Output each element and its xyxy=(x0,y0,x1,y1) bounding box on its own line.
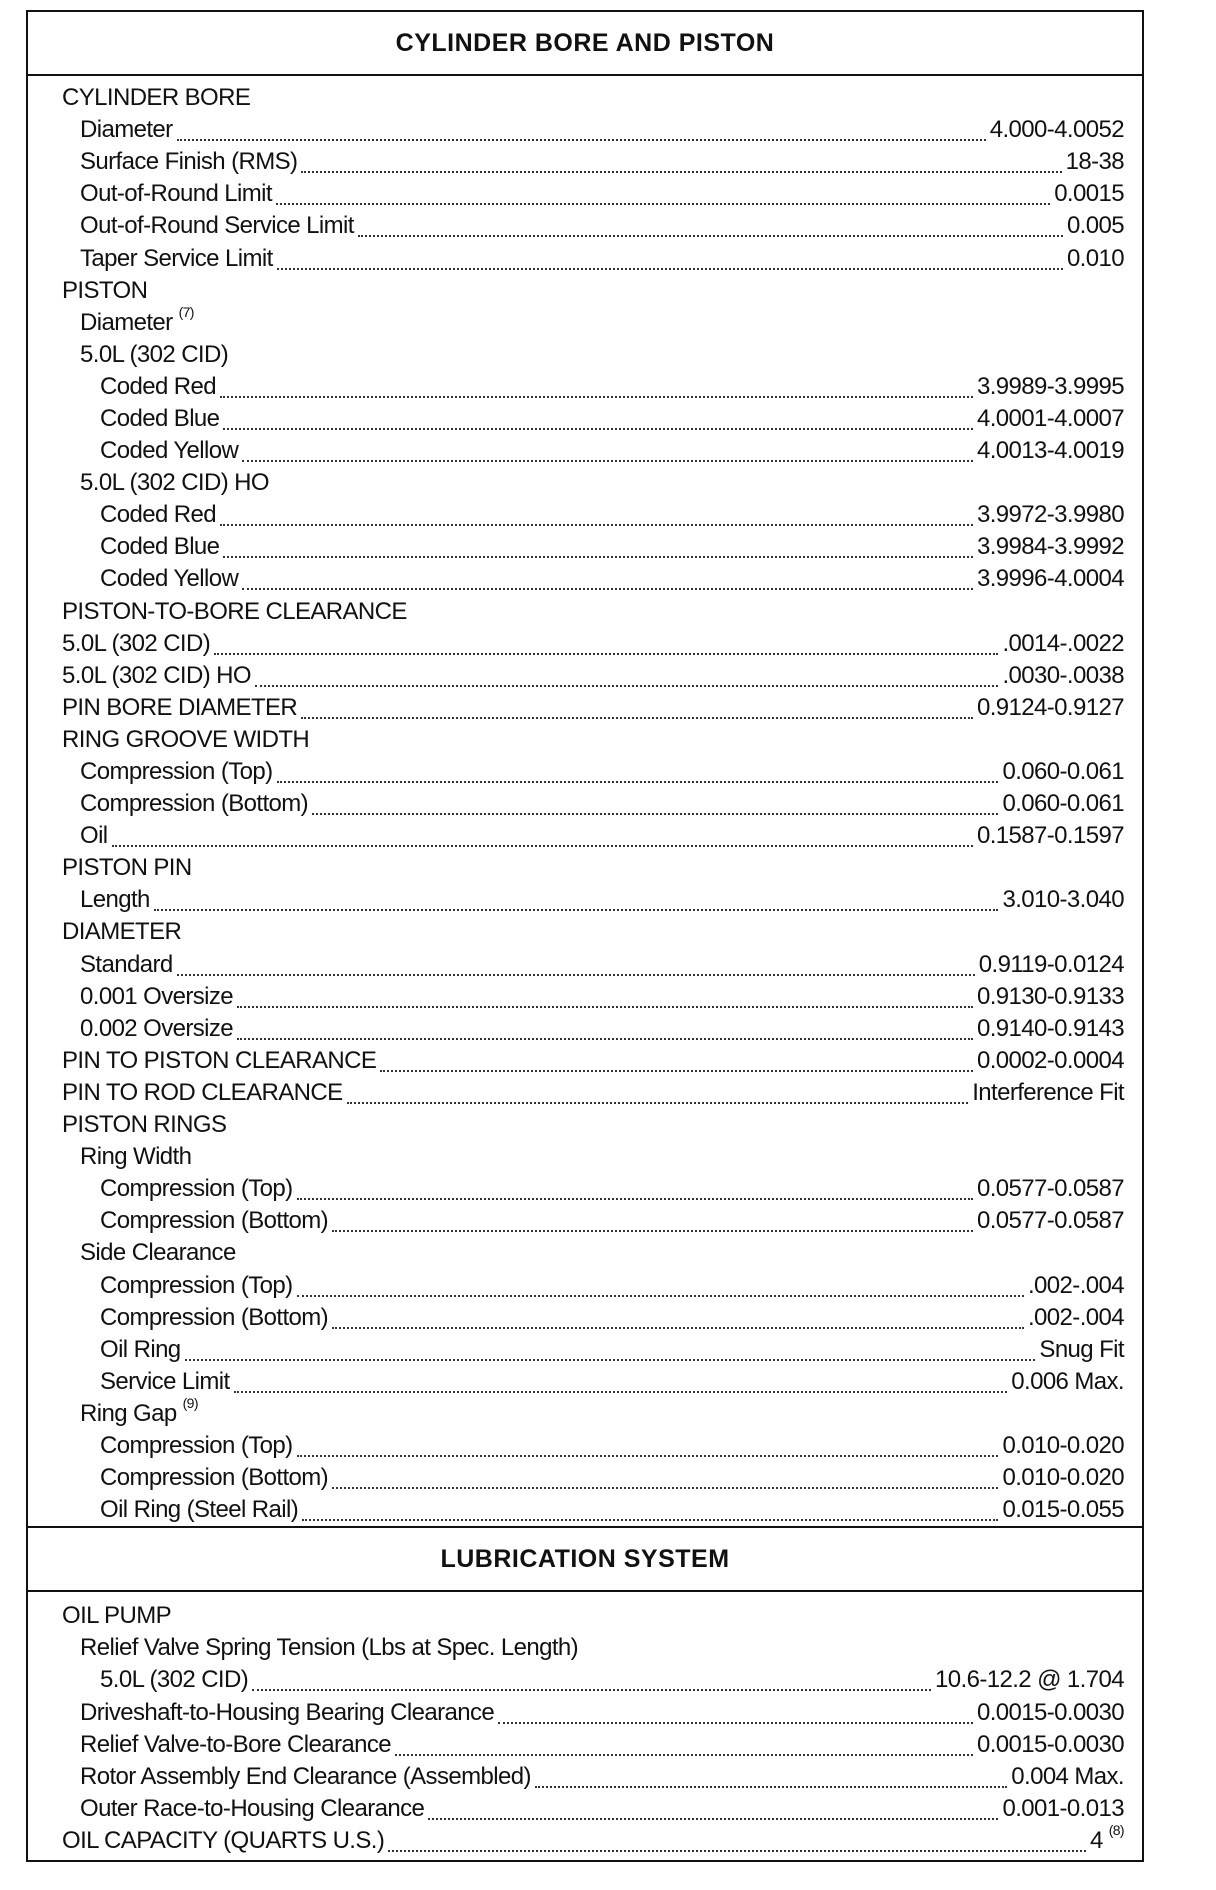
dot-leader xyxy=(380,1060,973,1072)
dot-leader xyxy=(242,450,973,462)
spec-value-text: 0.9140-0.9143 xyxy=(976,1014,1124,1042)
spec-label xyxy=(100,1304,328,1332)
spec-label xyxy=(100,1207,328,1235)
spec-label xyxy=(62,662,251,690)
dot-leader xyxy=(255,675,999,687)
dot-leader xyxy=(234,1381,1008,1393)
spec-value-text: 0.010-0.020 xyxy=(1002,1464,1124,1492)
spec-label xyxy=(80,822,108,850)
spec-value xyxy=(977,373,1124,401)
spec-row xyxy=(62,628,1124,660)
spec-label-text: OIL PUMP xyxy=(62,1602,172,1630)
spec-label xyxy=(100,1175,293,1203)
spec-value xyxy=(1028,1304,1124,1332)
spec-row xyxy=(62,1173,1124,1205)
spec-row xyxy=(62,660,1124,692)
spec-value-text: 0.015-0.055 xyxy=(1002,1496,1124,1524)
spec-label-text: PISTON PIN xyxy=(62,854,192,882)
dot-leader xyxy=(237,996,973,1008)
spec-value-text: 0.006 Max. xyxy=(1011,1367,1124,1395)
spec-label xyxy=(80,1015,233,1043)
dot-leader xyxy=(252,1679,931,1691)
spec-value-text: 0.010 xyxy=(1066,244,1124,272)
dot-leader xyxy=(112,835,973,847)
spec-row xyxy=(62,916,1124,948)
dot-leader xyxy=(297,1445,999,1457)
spec-value-text: 0.001-0.013 xyxy=(1002,1794,1124,1822)
spec-label xyxy=(100,533,219,561)
spec-label-text: 5.0L (302 CID) xyxy=(62,629,211,657)
spec-label xyxy=(62,1047,376,1075)
spec-row xyxy=(62,499,1124,531)
spec-label-text: Standard xyxy=(80,950,173,978)
dot-leader xyxy=(297,1285,1024,1297)
dot-leader xyxy=(220,514,973,526)
spec-row xyxy=(62,1761,1124,1793)
spec-value xyxy=(979,951,1124,979)
spec-row xyxy=(62,692,1124,724)
spec-label xyxy=(80,1239,236,1267)
spec-label-text: 5.0L (302 CID) HO xyxy=(80,469,269,497)
spec-label-text: PIN TO ROD CLEARANCE xyxy=(62,1078,343,1106)
spec-label xyxy=(80,303,194,337)
spec-value-text: 0.0002-0.0004 xyxy=(976,1046,1124,1074)
spec-label-text: PIN TO PISTON CLEARANCE xyxy=(62,1046,377,1074)
spec-label-text: Compression (Top) xyxy=(100,1175,293,1203)
spec-label-text: Coded Red xyxy=(100,501,217,529)
spec-value-text: 3.010-3.040 xyxy=(1002,886,1124,914)
spec-value xyxy=(1002,1795,1124,1823)
spec-label xyxy=(62,1602,171,1630)
spec-label-text: DIAMETER xyxy=(62,918,182,946)
spec-label xyxy=(100,1432,293,1460)
spec-label xyxy=(80,469,269,497)
spec-label-text: Compression (Bottom) xyxy=(100,1207,329,1235)
footnote-marker: (9) xyxy=(182,1394,198,1411)
spec-label-text: Side Clearance xyxy=(80,1239,236,1267)
spec-label xyxy=(62,1827,384,1855)
dot-leader xyxy=(312,803,998,815)
spec-value-text: 0.0015-0.0030 xyxy=(976,1730,1124,1758)
spec-label xyxy=(80,886,150,914)
spec-value-text: 3.9996-4.0004 xyxy=(976,565,1124,593)
spec-value xyxy=(977,437,1124,465)
spec-label xyxy=(80,341,228,369)
spec-label xyxy=(80,1699,494,1727)
spec-row xyxy=(62,1141,1124,1173)
spec-value xyxy=(990,116,1124,144)
spec-value xyxy=(935,1666,1124,1694)
spec-label-text: 5.0L (302 CID) xyxy=(80,340,229,368)
spec-label-text: Compression (Top) xyxy=(100,1271,293,1299)
dot-leader xyxy=(277,258,1063,270)
spec-label-text: PISTON-TO-BORE CLEARANCE xyxy=(62,597,407,625)
spec-row xyxy=(62,1302,1124,1334)
spec-label xyxy=(62,1111,226,1139)
spec-value xyxy=(1002,790,1124,818)
dot-leader xyxy=(185,1349,1036,1361)
section-header-lubrication-system: LUBRICATION SYSTEM xyxy=(28,1526,1142,1592)
spec-value xyxy=(977,822,1124,850)
spec-label-text: PISTON RINGS xyxy=(62,1111,227,1139)
spec-label xyxy=(80,1795,424,1823)
spec-label xyxy=(80,1763,531,1791)
spec-label-text: PISTON xyxy=(62,276,148,304)
spec-row xyxy=(62,1697,1124,1729)
spec-value xyxy=(1066,148,1124,176)
spec-row xyxy=(62,435,1124,467)
spec-value-text: 4.0001-4.0007 xyxy=(976,404,1124,432)
spec-label xyxy=(80,790,308,818)
spec-label xyxy=(62,918,181,946)
spec-label-text: Outer Race-to-Housing Clearance xyxy=(80,1794,425,1822)
spec-label xyxy=(100,1272,293,1300)
spec-row xyxy=(62,1394,1124,1430)
spec-row xyxy=(62,1793,1124,1825)
spec-label-text: Coded Blue xyxy=(100,404,220,432)
spec-value-text: .0014-.0022 xyxy=(1002,629,1124,657)
spec-value-text: 0.005 xyxy=(1066,212,1124,240)
spec-row xyxy=(62,467,1124,499)
spec-value xyxy=(977,1015,1124,1043)
spec-label xyxy=(62,84,250,112)
spec-row xyxy=(62,210,1124,242)
spec-label xyxy=(62,598,407,626)
spec-label xyxy=(62,694,297,722)
spec-value-text: 3.9972-3.9980 xyxy=(976,501,1124,529)
dot-leader xyxy=(177,129,986,141)
spec-label-text: Taper Service Limit xyxy=(80,244,273,272)
spec-row xyxy=(62,1269,1124,1301)
dot-leader xyxy=(220,386,973,398)
spec-value xyxy=(977,1207,1124,1235)
spec-label-text: Length xyxy=(80,886,150,914)
spec-label xyxy=(100,1464,328,1492)
spec-row xyxy=(62,178,1124,210)
spec-label-text: RING GROOVE WIDTH xyxy=(62,725,310,753)
spec-value xyxy=(1002,886,1124,914)
spec-value xyxy=(1002,662,1124,690)
spec-row xyxy=(62,1237,1124,1269)
spec-label-text: Relief Valve Spring Tension (Lbs at Spec. Length) xyxy=(80,1634,579,1662)
spec-label-text: Out-of-Round Limit xyxy=(80,180,272,208)
spec-value xyxy=(977,1047,1124,1075)
spec-value xyxy=(1067,245,1124,273)
spec-label xyxy=(80,116,173,144)
dot-leader xyxy=(347,1092,969,1104)
spec-value xyxy=(1028,1272,1124,1300)
spec-value-text: 0.060-0.061 xyxy=(1002,790,1124,818)
spec-label-text: PIN BORE DIAMETER xyxy=(62,693,298,721)
spec-label xyxy=(62,726,309,754)
spec-row xyxy=(62,1462,1124,1494)
spec-value-text: 18-38 xyxy=(1065,148,1124,176)
spec-value xyxy=(977,501,1124,529)
spec-row xyxy=(62,242,1124,274)
spec-value xyxy=(977,565,1124,593)
spec-row xyxy=(62,884,1124,916)
spec-row xyxy=(62,1205,1124,1237)
dot-leader xyxy=(154,899,999,911)
spec-value xyxy=(1002,1496,1124,1524)
spec-label xyxy=(100,1336,181,1364)
spec-value xyxy=(972,1079,1124,1107)
spec-row xyxy=(62,1664,1124,1696)
spec-value xyxy=(977,533,1124,561)
dot-leader xyxy=(223,418,973,430)
spec-label xyxy=(100,437,238,465)
spec-label xyxy=(80,212,354,240)
spec-row xyxy=(62,1600,1124,1632)
spec-label-text: 0.001 Oversize xyxy=(80,982,234,1010)
spec-label-text: Coded Yellow xyxy=(100,565,239,593)
spec-label xyxy=(100,565,238,593)
spec-row xyxy=(62,1430,1124,1462)
spec-row xyxy=(62,114,1124,146)
spec-label xyxy=(100,1368,230,1396)
spec-value-text: 0.9130-0.9133 xyxy=(976,982,1124,1010)
dot-leader xyxy=(242,578,973,590)
dot-leader xyxy=(177,964,975,976)
spec-row xyxy=(62,820,1124,852)
footnote-marker: (7) xyxy=(178,303,194,320)
spec-row xyxy=(62,82,1124,114)
spec-label xyxy=(62,630,210,658)
spec-value xyxy=(1002,1464,1124,1492)
spec-row xyxy=(62,1632,1124,1664)
spec-label xyxy=(100,405,219,433)
spec-row xyxy=(62,981,1124,1013)
spec-label xyxy=(62,1079,343,1107)
dot-leader xyxy=(535,1776,1007,1788)
spec-value xyxy=(1002,758,1124,786)
spec-label-text: Coded Blue xyxy=(100,533,220,561)
spec-label xyxy=(100,1496,298,1524)
spec-value xyxy=(1039,1336,1124,1364)
spec-label-text: Oil Ring (Steel Rail) xyxy=(100,1496,299,1524)
spec-value xyxy=(1089,1821,1124,1855)
dot-leader xyxy=(277,771,999,783)
spec-label-text: Coded Yellow xyxy=(100,437,239,465)
spec-row xyxy=(62,1494,1124,1526)
spec-label-text: Driveshaft-to-Housing Bearing Clearance xyxy=(80,1698,495,1726)
spec-row xyxy=(62,1366,1124,1398)
spec-label-text: Oil xyxy=(80,822,108,850)
dot-leader xyxy=(302,1509,998,1521)
spec-value-text: 0.060-0.061 xyxy=(1002,758,1124,786)
spec-label xyxy=(100,373,216,401)
spec-value xyxy=(977,1699,1124,1727)
spec-value-text: 4 xyxy=(1089,1826,1103,1854)
spec-label xyxy=(100,1666,248,1694)
dot-leader xyxy=(301,161,1061,173)
dot-leader xyxy=(388,1840,1086,1852)
spec-value-text: 0.0577-0.0587 xyxy=(976,1207,1124,1235)
dot-leader xyxy=(214,643,998,655)
spec-label-text: Compression (Bottom) xyxy=(100,1464,329,1492)
spec-label-text: 5.0L (302 CID) HO xyxy=(62,661,251,689)
spec-row xyxy=(62,339,1124,371)
spec-value xyxy=(977,1175,1124,1203)
dot-leader xyxy=(332,1317,1024,1329)
spec-value xyxy=(1002,630,1124,658)
spec-value-text: 0.9124-0.9127 xyxy=(976,693,1124,721)
spec-row xyxy=(62,756,1124,788)
spec-row xyxy=(62,724,1124,756)
section-header-cylinder-bore-piston: CYLINDER BORE AND PISTON xyxy=(28,12,1142,76)
spec-row xyxy=(62,1109,1124,1141)
spec-value-text: 0.1587-0.1597 xyxy=(976,822,1124,850)
spec-value-text: 3.9984-3.9992 xyxy=(976,533,1124,561)
spec-label xyxy=(62,854,192,882)
spec-value-text: 0.0577-0.0587 xyxy=(976,1175,1124,1203)
spec-label xyxy=(100,501,216,529)
dot-leader xyxy=(428,1808,998,1820)
spec-label xyxy=(80,758,273,786)
spec-value-text: 0.004 Max. xyxy=(1011,1762,1124,1790)
spec-value-text: 4.000-4.0052 xyxy=(989,116,1124,144)
spec-label xyxy=(80,1634,578,1662)
spec-value xyxy=(1067,212,1124,240)
spec-label-text: Compression (Top) xyxy=(80,758,273,786)
spec-row xyxy=(62,1045,1124,1077)
spec-value-text: .002-.004 xyxy=(1027,1303,1124,1331)
spec-row xyxy=(62,531,1124,563)
spec-label-text: Ring Gap xyxy=(80,1399,177,1427)
spec-label-text: Rotor Assembly End Clearance (Assembled) xyxy=(80,1762,531,1790)
spec-row xyxy=(62,303,1124,339)
spec-value xyxy=(977,694,1124,722)
spec-row xyxy=(62,403,1124,435)
spec-label-text: Out-of-Round Service Limit xyxy=(80,212,354,240)
spec-label-text: Surface Finish (RMS) xyxy=(80,148,298,176)
spec-value xyxy=(977,1731,1124,1759)
spec-value-text: 4.0013-4.0019 xyxy=(976,437,1124,465)
dot-leader xyxy=(332,1477,998,1489)
spec-label-text: Coded Red xyxy=(100,372,217,400)
spec-label xyxy=(80,245,273,273)
spec-value-text: Snug Fit xyxy=(1039,1335,1124,1363)
dot-leader xyxy=(223,546,973,558)
spec-label-text: Compression (Bottom) xyxy=(80,790,309,818)
spec-label xyxy=(80,148,297,176)
spec-row xyxy=(62,1334,1124,1366)
spec-label-text: Oil Ring xyxy=(100,1335,181,1363)
spec-value xyxy=(1054,180,1124,208)
spec-label xyxy=(62,277,147,305)
spec-row xyxy=(62,275,1124,307)
footnote-marker: (8) xyxy=(1108,1821,1124,1838)
spec-value-text: 0.0015-0.0030 xyxy=(976,1698,1124,1726)
spec-value-text: 3.9989-3.9995 xyxy=(976,372,1124,400)
dot-leader xyxy=(498,1712,973,1724)
spec-table xyxy=(26,10,1144,1862)
spec-value xyxy=(977,983,1124,1011)
spec-label xyxy=(80,983,233,1011)
spec-value xyxy=(977,405,1124,433)
spec-label-text: Diameter xyxy=(80,116,173,144)
spec-row xyxy=(62,1729,1124,1761)
spec-label xyxy=(80,1143,191,1171)
spec-row xyxy=(62,1013,1124,1045)
spec-value xyxy=(1002,1432,1124,1460)
spec-label-text: Ring Width xyxy=(80,1143,192,1171)
spec-row xyxy=(62,949,1124,981)
spec-label-text: Relief Valve-to-Bore Clearance xyxy=(80,1730,392,1758)
spec-label-text: Compression (Bottom) xyxy=(100,1303,329,1331)
spec-row xyxy=(62,852,1124,884)
spec-label-text: 0.002 Oversize xyxy=(80,1014,234,1042)
spec-row xyxy=(62,1821,1124,1857)
spec-row xyxy=(62,563,1124,595)
spec-value-text: 0.9119-0.0124 xyxy=(978,950,1124,978)
spec-row xyxy=(62,596,1124,628)
spec-value xyxy=(1011,1763,1124,1791)
spec-row xyxy=(62,146,1124,178)
spec-row xyxy=(62,788,1124,820)
spec-label-text: CYLINDER BORE xyxy=(62,84,251,112)
spec-label-text: Service Limit xyxy=(100,1367,230,1395)
spec-label xyxy=(80,1394,198,1428)
spec-value-text: .002-.004 xyxy=(1027,1271,1124,1299)
spec-label-text: Diameter xyxy=(80,308,173,336)
spec-label xyxy=(80,1731,391,1759)
spec-value-text: .0030-.0038 xyxy=(1002,661,1124,689)
spec-value-text: 10.6-12.2 @ 1.704 xyxy=(935,1666,1124,1694)
dot-leader xyxy=(395,1744,973,1756)
spec-label xyxy=(80,180,272,208)
spec-row xyxy=(62,1077,1124,1109)
dot-leader xyxy=(276,193,1050,205)
spec-label-text: 5.0L (302 CID) xyxy=(100,1666,249,1694)
dot-leader xyxy=(358,225,1063,237)
spec-label xyxy=(80,951,173,979)
section-body-lubrication-system xyxy=(28,1592,1142,1857)
dot-leader xyxy=(297,1188,973,1200)
spec-value-text: 0.010-0.020 xyxy=(1002,1431,1124,1459)
dot-leader xyxy=(237,1028,973,1040)
section-body-cylinder-bore-piston xyxy=(28,76,1142,1526)
spec-label-text: OIL CAPACITY (QUARTS U.S.) xyxy=(62,1826,385,1854)
spec-row xyxy=(62,371,1124,403)
dot-leader xyxy=(301,707,973,719)
dot-leader xyxy=(332,1220,973,1232)
spec-label-text: Compression (Top) xyxy=(100,1431,293,1459)
spec-value-text: Interference Fit xyxy=(972,1078,1124,1106)
spec-value-text: 0.0015 xyxy=(1054,180,1124,208)
spec-value xyxy=(1011,1368,1124,1396)
